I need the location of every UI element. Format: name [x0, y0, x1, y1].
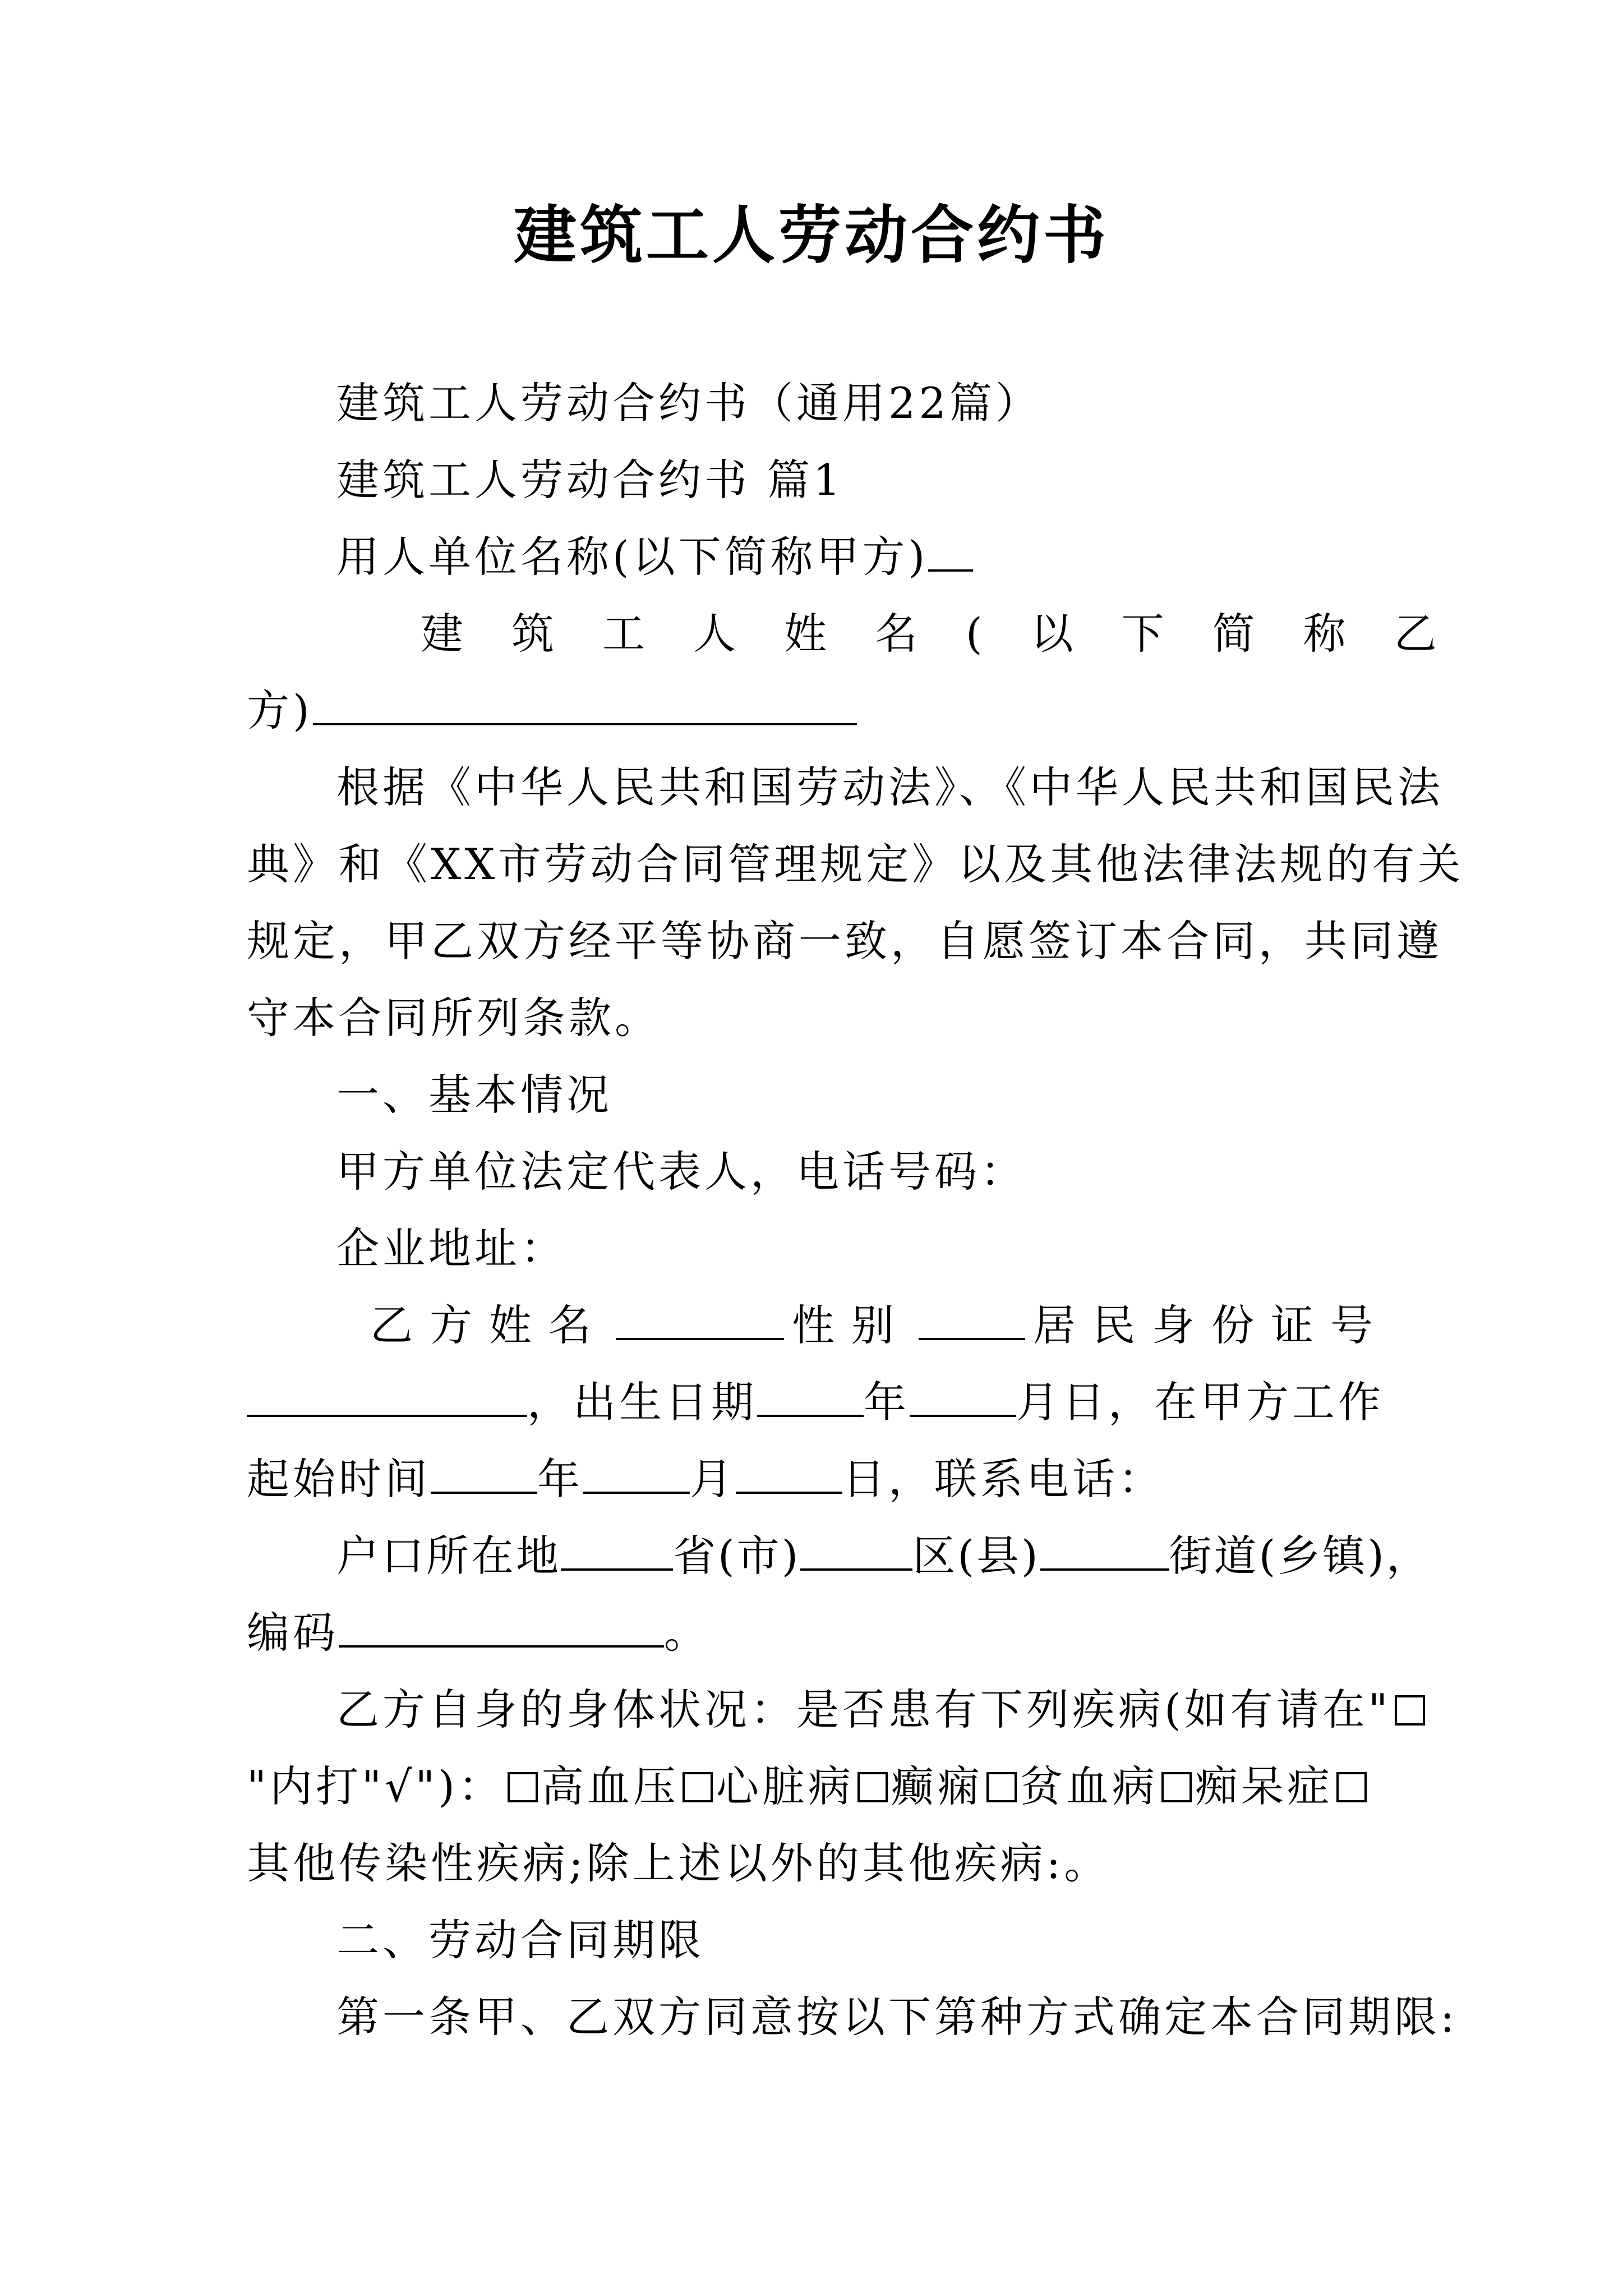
- worker-label-end: 方): [247, 685, 313, 735]
- employer-label: 用人单位名称(以下简称甲方): [336, 532, 929, 582]
- checkbox-icon: [1395, 1695, 1425, 1726]
- start-time-line: [247, 1441, 1385, 1517]
- section-heading-basic: 一、基本情况: [336, 1070, 612, 1120]
- legal-rep-line: 甲方单位法定代表人，电话号码：: [336, 1147, 1026, 1197]
- id-label: 居民身份证号: [1033, 1300, 1390, 1350]
- section-heading-term: 二、劳动合同期限: [336, 1915, 704, 1965]
- basis-paragraph-line-3: 规定，甲乙双方经平等协商一致，自愿签订本合同，共同遵: [247, 916, 1442, 966]
- hukou-line: [247, 1517, 1431, 1594]
- health-text-2: "内打"√")：: [247, 1761, 504, 1811]
- health-line-3: 其他传染性疾病;除上述以外的其他疾病:。: [247, 1838, 1110, 1888]
- hukou-label: 户口所在地: [336, 1531, 561, 1581]
- worker-blank: [313, 684, 857, 725]
- disease-dementia: 痴呆症: [1195, 1761, 1333, 1811]
- health-text-1: 乙方自身的身体状况：是否患有下列疾病(如有请在": [336, 1685, 1391, 1734]
- document-body: [247, 365, 1485, 2055]
- start-day-blank: [736, 1452, 842, 1494]
- article-1: 第一条甲、乙双方同意按以下第种方式确定本合同期限:: [336, 1992, 1458, 2042]
- start-month-blank: [583, 1452, 690, 1494]
- postcode-label: 编码: [247, 1608, 339, 1658]
- gender-label: 性别: [792, 1300, 911, 1350]
- page-title: 建筑工人劳动合约书: [514, 199, 1109, 272]
- day-phone-label: 日，联系电话：: [842, 1454, 1164, 1504]
- disease-hypertension: 高血压: [541, 1761, 679, 1811]
- start-year-label: 年: [537, 1454, 583, 1504]
- basis-paragraph-line-2: 典》和《XX市劳动合同管理规定》以及其他法律法规的有关: [247, 839, 1464, 889]
- postcode-blank: [339, 1606, 664, 1648]
- start-month-label: 月: [690, 1454, 736, 1504]
- checkbox-icon: [1336, 1772, 1367, 1802]
- party-b-info-line: [247, 1287, 1390, 1364]
- basis-paragraph-line-4: 守本合同所列条款。: [247, 993, 661, 1043]
- health-line-2: [247, 1748, 1385, 1825]
- street-blank: [1040, 1529, 1169, 1571]
- start-time-label: 起始时间: [247, 1454, 431, 1504]
- name-blank: [616, 1299, 784, 1340]
- checkbox-icon: [857, 1772, 888, 1802]
- subtitle: 建筑工人劳动合约书（通用22篇）: [336, 378, 1041, 428]
- basis-paragraph-line-1: 根据《中华人民共和国劳动法》、《中华人民共和国民法: [336, 762, 1444, 812]
- checkbox-icon: [1161, 1772, 1192, 1802]
- start-year-blank: [431, 1452, 537, 1494]
- employer-blank: [928, 530, 973, 572]
- birth-year-blank: [757, 1375, 864, 1417]
- postcode-line: [247, 1594, 1385, 1671]
- id-blank: [247, 1375, 527, 1417]
- health-line-1: [247, 1671, 1391, 1748]
- district-blank: [800, 1529, 912, 1571]
- postcode-period: 。: [664, 1608, 710, 1658]
- birth-month-label: 月日，在甲方工作: [1016, 1377, 1384, 1427]
- employer-line: [247, 518, 1385, 595]
- street-label: 街道(乡镇)，: [1169, 1531, 1431, 1581]
- disease-epilepsy: 癫痫: [891, 1761, 983, 1811]
- gender-blank: [919, 1299, 1025, 1340]
- address-line: 企业地址：: [336, 1223, 566, 1273]
- checkbox-icon: [986, 1772, 1017, 1802]
- birth-year-label: 年: [864, 1377, 910, 1427]
- district-label: 区(县): [912, 1531, 1040, 1581]
- worker-line-cont: [247, 672, 1385, 749]
- birth-label: ，出生日期: [527, 1377, 757, 1427]
- disease-heart: 心脏病: [716, 1761, 854, 1811]
- birth-month-blank: [910, 1375, 1016, 1417]
- worker-line: 建筑工人姓名(以下简称乙: [421, 609, 1485, 659]
- birth-line: [247, 1364, 1385, 1441]
- name-label: 乙方姓名: [370, 1300, 608, 1350]
- chapter-heading: 建筑工人劳动合约书 篇1: [336, 455, 844, 505]
- checkbox-icon: [683, 1772, 713, 1802]
- disease-anemia: 贫血病: [1020, 1761, 1158, 1811]
- checkbox-icon: [508, 1772, 538, 1802]
- province-blank: [561, 1529, 673, 1571]
- province-label: 省(市): [673, 1531, 801, 1581]
